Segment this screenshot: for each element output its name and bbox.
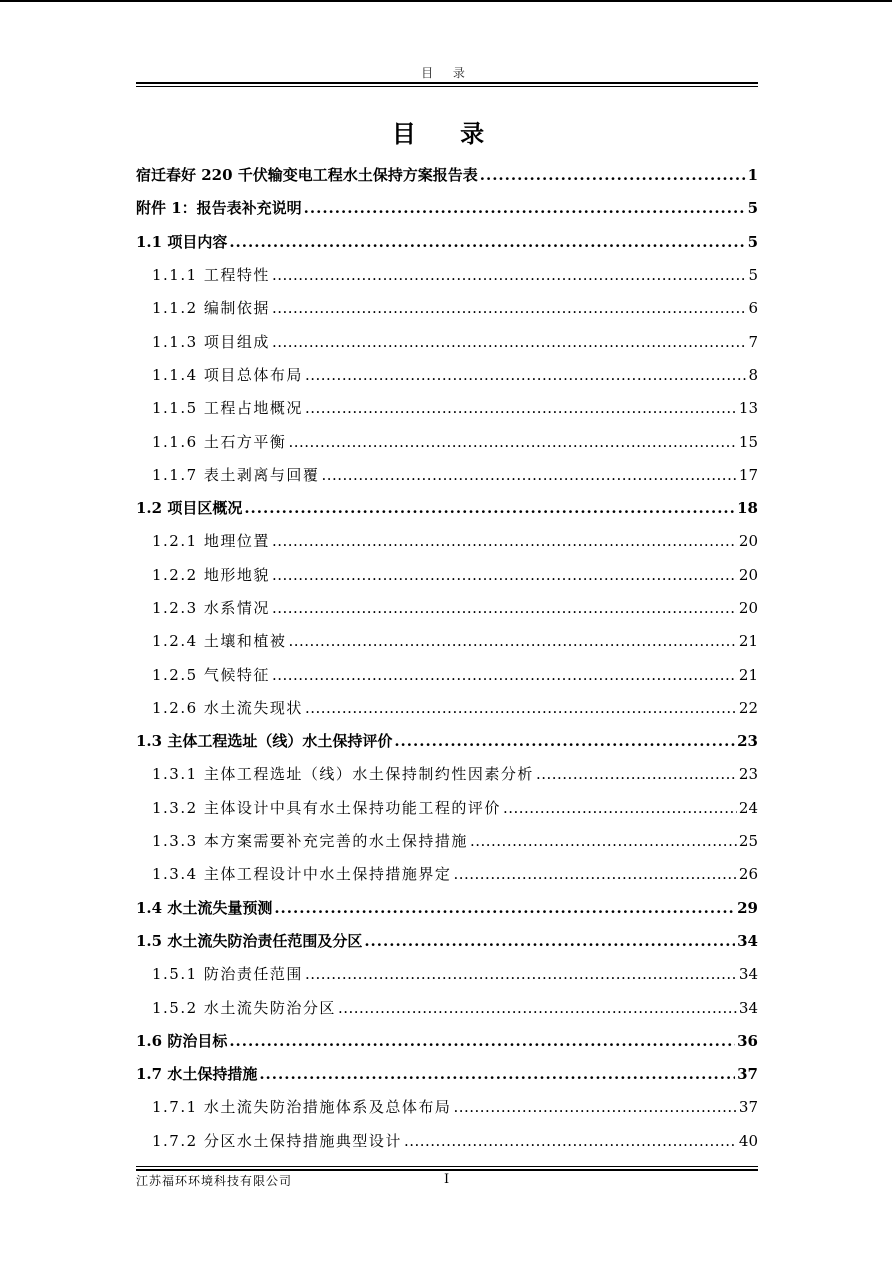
toc-leader-dots xyxy=(338,999,737,1017)
toc-entry-label: 1.1.5 工程占地概况 xyxy=(152,399,303,418)
footer-company: 江苏福环环境科技有限公司 xyxy=(136,1174,293,1188)
toc-entry-label: 1.1 项目内容 xyxy=(136,232,228,251)
toc-entry[interactable] xyxy=(136,291,758,324)
toc-entry-page: 37 xyxy=(737,1065,758,1084)
toc-entry-label: 1.7.2 分区水土保持措施典型设计 xyxy=(152,1131,402,1150)
toc-entry[interactable] xyxy=(136,424,758,457)
toc-entry-page: 1 xyxy=(747,166,758,185)
toc-leader-dots xyxy=(272,333,747,351)
toc-entry[interactable] xyxy=(136,924,758,957)
toc-leader-dots xyxy=(305,366,747,384)
toc-entry-label: 1.2.2 地形地貌 xyxy=(152,565,270,584)
toc-entry-label: 1.1.3 项目组成 xyxy=(152,332,270,351)
toc-entry-label: 1.1.1 工程特性 xyxy=(152,266,270,285)
toc-entry[interactable] xyxy=(136,891,758,924)
footer-rule-thin xyxy=(136,1166,758,1167)
toc-entry[interactable] xyxy=(136,225,758,258)
toc-leader-dots xyxy=(272,266,747,284)
toc-entry[interactable] xyxy=(136,458,758,491)
toc-entry[interactable] xyxy=(136,691,758,724)
toc-entry-page: 20 xyxy=(738,532,758,551)
toc-entry-page: 5 xyxy=(747,232,758,251)
toc-entry-page: 34 xyxy=(737,931,758,950)
toc-entry[interactable] xyxy=(136,1090,758,1123)
toc-entry[interactable] xyxy=(136,524,758,557)
toc-entry-label: 1.3.2 主体设计中具有水土保持功能工程的评价 xyxy=(152,798,501,817)
toc-entry[interactable] xyxy=(136,558,758,591)
toc-leader-dots xyxy=(272,566,737,584)
toc-entry[interactable] xyxy=(136,657,758,690)
toc-leader-dots xyxy=(453,865,736,883)
toc-entry[interactable] xyxy=(136,191,758,224)
toc-entry-label: 1.3.4 主体工程设计中水土保持措施界定 xyxy=(152,865,452,884)
toc-entry-label: 1.5.2 水土流失防治分区 xyxy=(152,998,336,1017)
toc-entry-page: 5 xyxy=(747,199,758,218)
toc-entry-page: 21 xyxy=(738,632,758,651)
toc-leader-dots xyxy=(480,166,746,184)
toc-entry[interactable] xyxy=(136,1057,758,1090)
toc-entry-label: 1.3 主体工程选址（线）水土保持评价 xyxy=(136,732,393,751)
toc-leader-dots xyxy=(244,499,735,517)
toc-entry[interactable] xyxy=(136,624,758,657)
toc-entry-label: 1.2.6 水土流失现状 xyxy=(152,698,303,717)
toc-leader-dots xyxy=(453,1098,736,1116)
toc-entry-label: 1.1.7 表土剥离与回覆 xyxy=(152,465,320,484)
toc-leader-dots xyxy=(272,666,737,684)
toc-entry-label: 1.1.2 编制依据 xyxy=(152,299,270,318)
toc-entry[interactable] xyxy=(136,324,758,357)
toc-leader-dots xyxy=(272,299,747,317)
toc-entry-page: 17 xyxy=(738,465,758,484)
page-title: 目 录 xyxy=(391,119,503,148)
toc-entry-page: 20 xyxy=(738,565,758,584)
toc-entry[interactable] xyxy=(136,990,758,1023)
toc-leader-dots xyxy=(536,765,737,783)
toc-entry-page: 26 xyxy=(738,865,758,884)
toc-entry[interactable] xyxy=(136,491,758,524)
toc-entry[interactable] xyxy=(136,1024,758,1057)
table-of-contents xyxy=(136,158,758,1157)
toc-leader-dots xyxy=(288,632,736,650)
toc-entry[interactable] xyxy=(136,1124,758,1157)
toc-leader-dots xyxy=(305,399,737,417)
toc-entry[interactable] xyxy=(136,358,758,391)
footer-rule xyxy=(136,1169,758,1171)
toc-entry-page: 5 xyxy=(748,266,758,285)
toc-entry[interactable] xyxy=(136,757,758,790)
toc-entry-label: 1.4 水土流失量预测 xyxy=(136,898,273,917)
toc-leader-dots xyxy=(503,799,737,817)
header-rule-thin xyxy=(136,86,758,87)
toc-entry-label: 1.7 水土保持措施 xyxy=(136,1065,258,1084)
toc-entry-page: 40 xyxy=(738,1131,758,1150)
toc-entry-page: 25 xyxy=(738,832,758,851)
toc-entry[interactable] xyxy=(136,857,758,890)
toc-entry-page: 34 xyxy=(738,998,758,1017)
toc-entry-label: 1.7.1 水土流失防治措施体系及总体布局 xyxy=(152,1098,452,1117)
toc-entry[interactable] xyxy=(136,258,758,291)
toc-entry[interactable] xyxy=(136,791,758,824)
toc-leader-dots xyxy=(394,732,735,750)
toc-leader-dots xyxy=(288,433,736,451)
toc-entry-label: 1.3.1 主体工程选址（线）水土保持制约性因素分析 xyxy=(152,765,534,784)
toc-entry-page: 8 xyxy=(748,365,758,384)
toc-leader-dots xyxy=(229,233,745,251)
toc-leader-dots xyxy=(470,832,737,850)
toc-entry-page: 13 xyxy=(738,399,758,418)
toc-leader-dots xyxy=(364,932,735,950)
toc-entry-page: 15 xyxy=(738,432,758,451)
toc-entry-page: 20 xyxy=(738,599,758,617)
toc-entry-page: 18 xyxy=(737,499,758,518)
toc-entry-label: 1.2.1 地理位置 xyxy=(152,532,270,551)
toc-leader-dots xyxy=(305,965,737,983)
toc-entry[interactable] xyxy=(136,391,758,424)
toc-leader-dots xyxy=(229,1032,735,1050)
toc-entry[interactable] xyxy=(136,957,758,990)
running-header: 目 录 xyxy=(421,66,473,80)
toc-leader-dots xyxy=(321,466,736,484)
toc-leader-dots xyxy=(259,1065,735,1083)
toc-entry[interactable] xyxy=(136,724,758,757)
toc-leader-dots xyxy=(272,532,737,550)
toc-entry-page: 24 xyxy=(738,798,758,817)
page-top-border xyxy=(0,0,892,2)
toc-leader-dots xyxy=(304,199,746,217)
toc-entry[interactable] xyxy=(136,158,758,191)
toc-entry-label: 1.2.3 水系情况 xyxy=(152,599,270,617)
toc-entry-label: 1.1.4 项目总体布局 xyxy=(152,365,303,384)
toc-entry-label: 1.5.1 防治责任范围 xyxy=(152,965,303,984)
toc-entry-page: 23 xyxy=(737,732,758,751)
toc-entry-page: 37 xyxy=(738,1098,758,1117)
toc-entry-page: 29 xyxy=(737,898,758,917)
toc-entry-page: 36 xyxy=(737,1031,758,1050)
toc-entry-page: 7 xyxy=(748,332,758,351)
toc-entry-label: 1.6 防治目标 xyxy=(136,1031,228,1050)
toc-entry[interactable] xyxy=(136,591,758,624)
toc-entry-label: 附件 1：报告表补充说明 xyxy=(136,199,302,218)
toc-entry-page: 34 xyxy=(738,965,758,984)
toc-entry-page: 21 xyxy=(738,665,758,684)
toc-entry-label: 1.3.3 本方案需要补充完善的水土保持措施 xyxy=(152,832,468,851)
toc-entry-page: 6 xyxy=(748,299,758,318)
toc-entry[interactable] xyxy=(136,824,758,857)
toc-leader-dots xyxy=(272,599,737,617)
toc-leader-dots xyxy=(274,899,735,917)
header-rule xyxy=(136,82,758,84)
toc-leader-dots xyxy=(404,1132,737,1150)
footer-page-number: I xyxy=(444,1172,450,1187)
toc-entry-label: 1.5 水土流失防治责任范围及分区 xyxy=(136,931,363,950)
toc-entry-label: 1.1.6 土石方平衡 xyxy=(152,432,287,451)
toc-entry-label: 宿迁春好 220 千伏输变电工程水土保持方案报告表 xyxy=(136,166,478,185)
toc-entry-label: 1.2.4 土壤和植被 xyxy=(152,632,287,651)
toc-leader-dots xyxy=(305,699,737,717)
toc-entry-page: 23 xyxy=(738,765,758,784)
toc-entry-label: 1.2 项目区概况 xyxy=(136,499,243,518)
toc-entry-page: 22 xyxy=(738,698,758,717)
toc-entry-label: 1.2.5 气候特征 xyxy=(152,665,270,684)
